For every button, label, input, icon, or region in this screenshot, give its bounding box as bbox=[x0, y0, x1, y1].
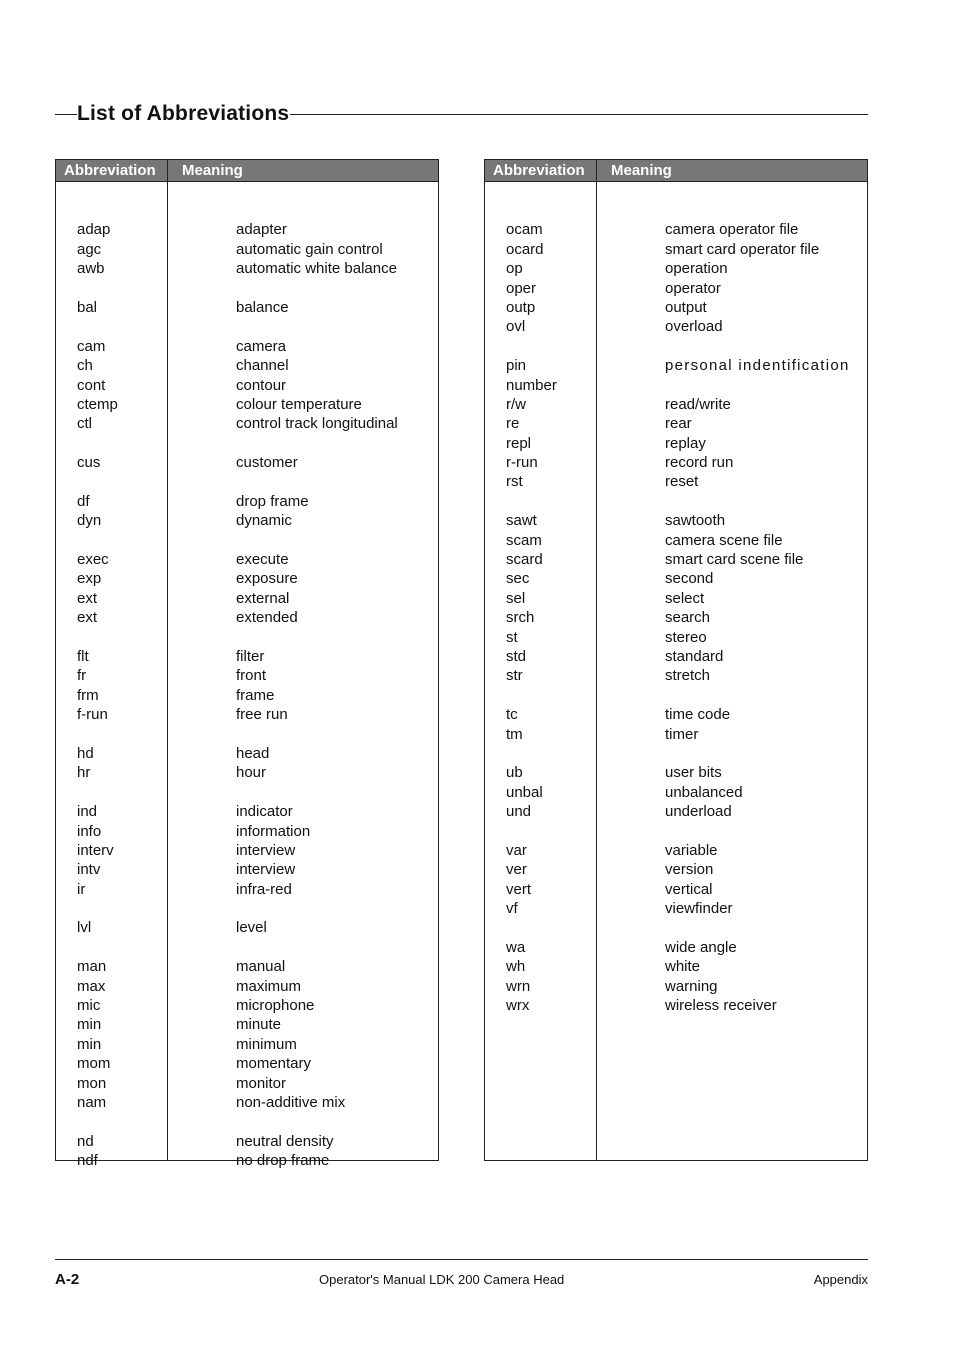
table-row bbox=[485, 589, 867, 608]
meaning-cell: control track longitudinal bbox=[236, 415, 398, 433]
meaning-cell: information bbox=[236, 822, 311, 840]
table-header bbox=[485, 160, 867, 182]
table-row bbox=[56, 1132, 438, 1151]
table-row bbox=[485, 550, 867, 569]
abbreviation-cell: adap bbox=[77, 221, 111, 239]
meaning-cell: stretch bbox=[665, 667, 711, 685]
meaning-cell: dynamic bbox=[236, 512, 292, 530]
abbreviation-cell: dyn bbox=[77, 512, 102, 530]
abbreviation-cell: ub bbox=[506, 764, 523, 782]
table-row bbox=[56, 434, 438, 453]
abbreviation-cell: intv bbox=[77, 861, 101, 879]
meaning-cell: stereo bbox=[665, 628, 707, 646]
table-row bbox=[56, 317, 438, 336]
table-row bbox=[56, 1112, 438, 1131]
table-row bbox=[56, 725, 438, 744]
abbreviation-cell: info bbox=[77, 822, 102, 840]
table-row bbox=[485, 531, 867, 550]
page-title: List of Abbreviations bbox=[77, 100, 290, 128]
meaning-cell: overload bbox=[665, 318, 723, 336]
table-row bbox=[485, 938, 867, 957]
abbreviation-cell: hd bbox=[77, 744, 94, 762]
meaning-cell: balance bbox=[236, 298, 289, 316]
table-row bbox=[56, 220, 438, 239]
abbreviation-cell: ocard bbox=[506, 240, 544, 258]
abbreviation-cell: interv bbox=[77, 841, 114, 859]
footer-rule bbox=[55, 1259, 868, 1260]
abbreviation-cell: min bbox=[77, 1035, 102, 1053]
meaning-cell: timer bbox=[665, 725, 699, 743]
meaning-cell: front bbox=[236, 667, 267, 685]
meaning-cell: unbalanced bbox=[665, 783, 743, 801]
table-row bbox=[56, 337, 438, 356]
header-abbreviation: Abbreviation bbox=[64, 162, 156, 179]
table-row bbox=[485, 395, 867, 414]
abbreviation-cell: flt bbox=[77, 647, 89, 665]
table-row bbox=[485, 414, 867, 433]
abbreviation-cell: str bbox=[506, 667, 523, 685]
abbreviation-cell: awb bbox=[77, 260, 105, 278]
table-header bbox=[56, 160, 438, 182]
table-row bbox=[485, 822, 867, 841]
table-row bbox=[56, 686, 438, 705]
abbreviation-cell: outp bbox=[506, 298, 536, 316]
meaning-cell: channel bbox=[236, 357, 289, 375]
table-row bbox=[56, 783, 438, 802]
table-row bbox=[56, 841, 438, 860]
meaning-cell: version bbox=[665, 861, 714, 879]
table-row bbox=[485, 802, 867, 821]
abbreviation-cell: scard bbox=[506, 551, 543, 569]
abbreviation-cell: ctemp bbox=[77, 395, 118, 413]
abbreviation-cell: agc bbox=[77, 240, 102, 258]
table-row bbox=[485, 841, 867, 860]
table-row bbox=[485, 763, 867, 782]
table-row bbox=[56, 763, 438, 782]
table-row bbox=[56, 744, 438, 763]
table-row bbox=[485, 725, 867, 744]
table-row bbox=[485, 996, 867, 1015]
table-row bbox=[56, 1074, 438, 1093]
meaning-cell: minimum bbox=[236, 1035, 297, 1053]
meaning-cell: execute bbox=[236, 551, 289, 569]
meaning-cell: customer bbox=[236, 454, 298, 472]
abbreviation-cell: rst bbox=[506, 473, 523, 491]
table-row bbox=[485, 666, 867, 685]
abbreviation-cell: df bbox=[77, 492, 90, 510]
abbreviation-cell: ctl bbox=[77, 415, 92, 433]
table-body bbox=[56, 201, 438, 1171]
table-row bbox=[56, 298, 438, 317]
meaning-cell: smart card operator file bbox=[665, 240, 820, 258]
table-row bbox=[56, 511, 438, 530]
abbreviation-cell: var bbox=[506, 841, 527, 859]
abbreviation-cell: wrn bbox=[506, 977, 531, 995]
meaning-cell: vertical bbox=[665, 880, 713, 898]
abbreviation-cell: max bbox=[77, 977, 106, 995]
meaning-cell: minute bbox=[236, 1016, 282, 1034]
abbreviation-cell: ndf bbox=[77, 1152, 98, 1170]
meaning-cell: head bbox=[236, 744, 270, 762]
abbreviation-cell: nd bbox=[77, 1132, 94, 1150]
header-abbreviation: Abbreviation bbox=[493, 162, 585, 179]
meaning-cell: level bbox=[236, 919, 267, 937]
meaning-cell: contour bbox=[236, 376, 287, 394]
abbreviation-cell: pin bbox=[506, 357, 527, 375]
abbreviation-cell: r/w bbox=[506, 395, 526, 413]
table-row bbox=[56, 899, 438, 918]
table-row bbox=[485, 356, 867, 375]
meaning-cell: variable bbox=[665, 841, 718, 859]
table-body bbox=[485, 201, 867, 1015]
table-row bbox=[485, 240, 867, 259]
abbreviation-cell: cont bbox=[77, 376, 106, 394]
abbreviation-cell: und bbox=[506, 803, 532, 821]
abbreviation-cell: ext bbox=[77, 609, 98, 627]
meaning-cell: camera scene file bbox=[665, 531, 783, 549]
table-row bbox=[485, 744, 867, 763]
meaning-cell: operator bbox=[665, 279, 721, 297]
abbreviation-cell: hr bbox=[77, 764, 91, 782]
meaning-cell: read/write bbox=[665, 395, 731, 413]
abbreviation-cell: exp bbox=[77, 570, 102, 588]
table-row bbox=[56, 279, 438, 298]
meaning-cell: indicator bbox=[236, 803, 293, 821]
table-row bbox=[56, 628, 438, 647]
table-row bbox=[56, 608, 438, 627]
meaning-cell: free run bbox=[236, 706, 288, 724]
table-row bbox=[56, 822, 438, 841]
abbreviation-cell: nam bbox=[77, 1093, 107, 1111]
table-row bbox=[56, 1035, 438, 1054]
abbreviation-cell: wa bbox=[506, 938, 526, 956]
table-row bbox=[485, 453, 867, 472]
meaning-cell: exposure bbox=[236, 570, 298, 588]
abbreviation-cell: lvl bbox=[77, 919, 92, 937]
table-row bbox=[56, 201, 438, 220]
abbreviation-cell: tm bbox=[506, 725, 523, 743]
meaning-cell: camera bbox=[236, 337, 287, 355]
meaning-cell: automatic gain control bbox=[236, 240, 383, 258]
abbreviation-cell: vert bbox=[506, 880, 532, 898]
meaning-cell: output bbox=[665, 298, 707, 316]
abbreviation-cell: mon bbox=[77, 1074, 107, 1092]
table-row bbox=[56, 1093, 438, 1112]
table-row bbox=[485, 977, 867, 996]
table-row bbox=[485, 647, 867, 666]
table-row bbox=[56, 569, 438, 588]
abbreviation-cell: st bbox=[506, 628, 518, 646]
table-row bbox=[485, 880, 867, 899]
table-row bbox=[56, 1151, 438, 1170]
table-row bbox=[56, 376, 438, 395]
meaning-cell: sawtooth bbox=[665, 512, 726, 530]
abbreviation-cell: wrx bbox=[506, 997, 530, 1015]
abbreviation-table-left bbox=[55, 159, 439, 1170]
page-number: A-2 bbox=[55, 1271, 80, 1288]
abbreviation-cell: vf bbox=[506, 900, 518, 918]
abbreviation-cell: sawt bbox=[506, 512, 537, 530]
meaning-cell: search bbox=[665, 609, 711, 627]
section-name: Appendix bbox=[813, 1272, 868, 1287]
abbreviation-cell: exec bbox=[77, 551, 109, 569]
abbreviation-cell: ir bbox=[77, 880, 86, 898]
meaning-cell: second bbox=[665, 570, 714, 588]
table-row bbox=[56, 880, 438, 899]
table-row bbox=[56, 414, 438, 433]
table-row bbox=[56, 957, 438, 976]
meaning-cell: neutral density bbox=[236, 1132, 334, 1150]
abbreviation-cell: ocam bbox=[506, 221, 543, 239]
meaning-cell: filter bbox=[236, 647, 265, 665]
table-row bbox=[485, 434, 867, 453]
table-row bbox=[485, 298, 867, 317]
table-row bbox=[485, 705, 867, 724]
abbreviation-cell: fr bbox=[77, 667, 87, 685]
abbreviation-cell: sel bbox=[506, 589, 526, 607]
table-row bbox=[56, 589, 438, 608]
abbreviation-cell: cus bbox=[77, 454, 101, 472]
table-row bbox=[56, 666, 438, 685]
table-row bbox=[485, 492, 867, 511]
meaning-cell: user bits bbox=[665, 764, 722, 782]
meaning-cell: monitor bbox=[236, 1074, 287, 1092]
table-row bbox=[56, 977, 438, 996]
abbreviation-cell: tc bbox=[506, 706, 518, 724]
meaning-cell: frame bbox=[236, 686, 275, 704]
abbreviation-cell: op bbox=[506, 260, 523, 278]
abbreviation-cell: number bbox=[506, 376, 557, 394]
table-row bbox=[56, 492, 438, 511]
abbreviation-cell: ovl bbox=[506, 318, 526, 336]
table-row bbox=[485, 783, 867, 802]
table-row bbox=[56, 938, 438, 957]
meaning-cell: wireless receiver bbox=[665, 997, 777, 1015]
meaning-cell: interview bbox=[236, 841, 296, 859]
meaning-cell: interview bbox=[236, 861, 296, 879]
table-row bbox=[56, 395, 438, 414]
abbreviation-cell: ver bbox=[506, 861, 527, 879]
header-meaning: Meaning bbox=[182, 162, 243, 179]
abbreviation-cell: ind bbox=[77, 803, 98, 821]
meaning-cell: select bbox=[665, 589, 705, 607]
meaning-cell: maximum bbox=[236, 977, 302, 995]
meaning-cell: reset bbox=[665, 473, 699, 491]
table-row bbox=[485, 569, 867, 588]
header-meaning: Meaning bbox=[611, 162, 672, 179]
meaning-cell: viewfinder bbox=[665, 900, 733, 918]
meaning-cell: personal indentification bbox=[665, 357, 850, 375]
abbreviation-table-right bbox=[484, 159, 868, 1161]
meaning-cell: operation bbox=[665, 260, 728, 278]
meaning-cell: automatic white balance bbox=[236, 260, 397, 278]
table-row bbox=[485, 686, 867, 705]
abbreviation-cell: mom bbox=[77, 1055, 111, 1073]
table-row bbox=[56, 259, 438, 278]
meaning-cell: standard bbox=[665, 647, 724, 665]
page-title-block bbox=[55, 100, 868, 128]
abbreviation-cell: sec bbox=[506, 570, 530, 588]
table-row bbox=[56, 1054, 438, 1073]
meaning-cell: non-additive mix bbox=[236, 1093, 346, 1111]
table-row bbox=[56, 453, 438, 472]
table-row bbox=[56, 996, 438, 1015]
meaning-cell: momentary bbox=[236, 1055, 312, 1073]
table-row bbox=[485, 918, 867, 937]
meaning-cell: external bbox=[236, 589, 290, 607]
abbreviation-cell: std bbox=[506, 647, 527, 665]
abbreviation-cell: man bbox=[77, 958, 107, 976]
table-row bbox=[485, 860, 867, 879]
meaning-cell: microphone bbox=[236, 997, 315, 1015]
abbreviation-cell: oper bbox=[506, 279, 537, 297]
abbreviation-cell: frm bbox=[77, 686, 99, 704]
table-row bbox=[56, 1015, 438, 1034]
table-row bbox=[485, 608, 867, 627]
meaning-cell: smart card scene file bbox=[665, 551, 804, 569]
meaning-cell: warning bbox=[665, 977, 718, 995]
table-row bbox=[485, 279, 867, 298]
table-row bbox=[56, 918, 438, 937]
meaning-cell: no drop frame bbox=[236, 1152, 330, 1170]
table-row bbox=[56, 647, 438, 666]
meaning-cell: hour bbox=[236, 764, 267, 782]
table-row bbox=[485, 628, 867, 647]
meaning-cell: infra-red bbox=[236, 880, 292, 898]
abbreviation-cell: bal bbox=[77, 298, 98, 316]
abbreviation-cell: re bbox=[506, 415, 520, 433]
table-row bbox=[485, 337, 867, 356]
abbreviation-cell: f-run bbox=[77, 706, 108, 724]
table-row bbox=[485, 259, 867, 278]
abbreviation-cell: r-run bbox=[506, 454, 538, 472]
meaning-cell: time code bbox=[665, 706, 731, 724]
abbreviation-cell: ch bbox=[77, 357, 93, 375]
abbreviation-cell: mic bbox=[77, 997, 101, 1015]
document-title: Operator's Manual LDK 200 Camera Head bbox=[319, 1272, 565, 1287]
abbreviation-cell: ext bbox=[77, 589, 98, 607]
meaning-cell: rear bbox=[665, 415, 692, 433]
table-row bbox=[56, 705, 438, 724]
meaning-cell: wide angle bbox=[665, 938, 737, 956]
meaning-cell: manual bbox=[236, 958, 286, 976]
table-row bbox=[485, 220, 867, 239]
abbreviation-cell: min bbox=[77, 1016, 102, 1034]
meaning-cell: colour temperature bbox=[236, 395, 362, 413]
abbreviation-cell: srch bbox=[506, 609, 535, 627]
table-row bbox=[485, 201, 867, 220]
abbreviation-cell: cam bbox=[77, 337, 106, 355]
table-row bbox=[56, 356, 438, 375]
table-row bbox=[56, 802, 438, 821]
meaning-cell: adapter bbox=[236, 221, 287, 239]
meaning-cell: camera operator file bbox=[665, 221, 799, 239]
table-row bbox=[485, 376, 867, 395]
table-row bbox=[56, 240, 438, 259]
abbreviation-cell: repl bbox=[506, 434, 532, 452]
table-row bbox=[56, 550, 438, 569]
meaning-cell: white bbox=[665, 958, 701, 976]
meaning-cell: extended bbox=[236, 609, 298, 627]
meaning-cell: underload bbox=[665, 803, 732, 821]
meaning-cell: record run bbox=[665, 454, 734, 472]
meaning-cell: replay bbox=[665, 434, 706, 452]
abbreviation-cell: scam bbox=[506, 531, 542, 549]
meaning-cell: drop frame bbox=[236, 492, 309, 510]
table-row bbox=[485, 899, 867, 918]
table-row bbox=[56, 531, 438, 550]
table-row bbox=[485, 511, 867, 530]
abbreviation-cell: wh bbox=[506, 958, 526, 976]
table-row bbox=[485, 317, 867, 336]
table-row bbox=[56, 472, 438, 491]
table-row bbox=[485, 957, 867, 976]
table-row bbox=[56, 860, 438, 879]
table-row bbox=[485, 472, 867, 491]
abbreviation-cell: unbal bbox=[506, 783, 543, 801]
